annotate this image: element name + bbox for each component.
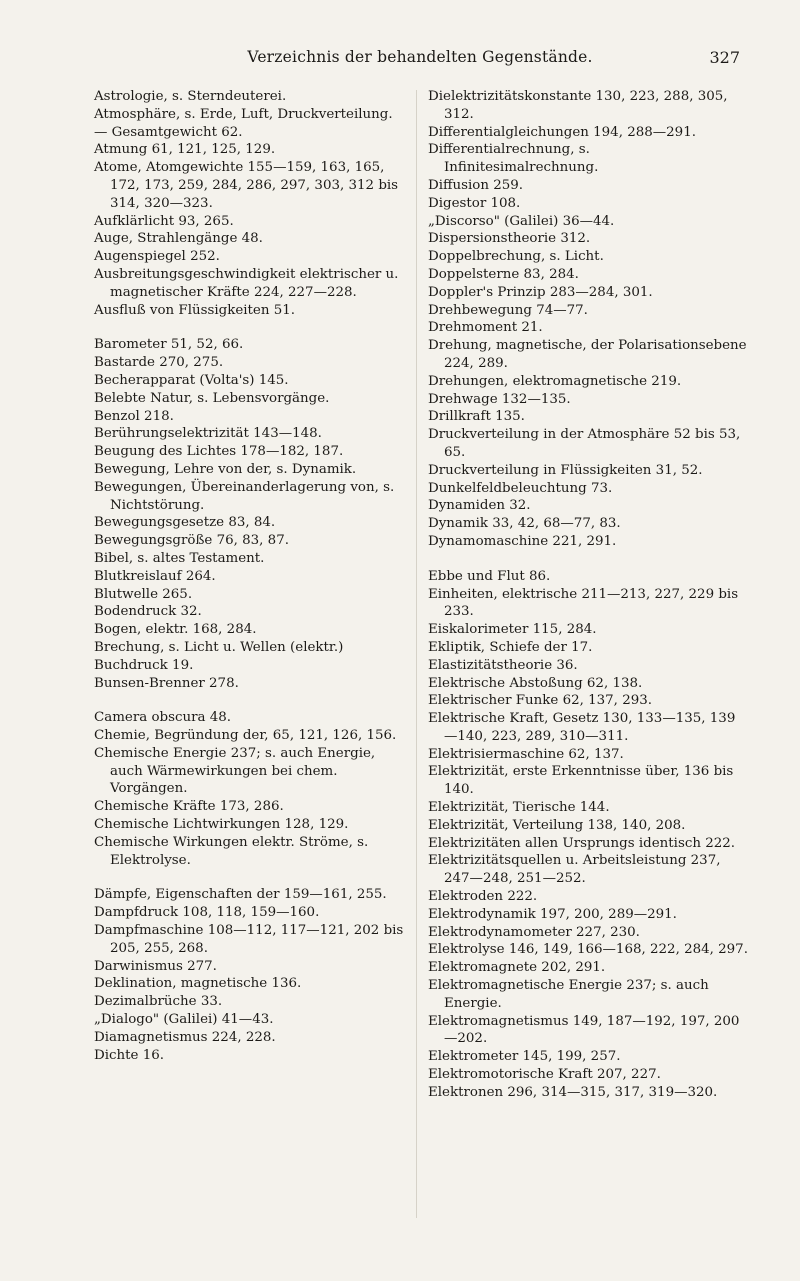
running-title: Verzeichnis der behandelten Gegenstände. xyxy=(247,48,593,66)
index-entry: Atome, Atomgewichte 155—159, 163, 165, 172, 173, 259, 284, 286, 297, 303, 312 bis 314, 320—323. xyxy=(94,160,399,211)
index-entry: Bunsen-Brenner 278. xyxy=(94,675,239,691)
section-gap xyxy=(94,869,410,886)
index-entry: Elektrische Abstoßung 62, 138. xyxy=(428,675,643,691)
index-entry: Elektrodynamik 197, 200, 289—291. xyxy=(428,906,677,922)
index-entry: Brechung, s. Licht u. Wellen (elektr.) xyxy=(94,639,344,655)
index-entry: Dichte 16. xyxy=(94,1047,165,1063)
index-entry: Druckverteilung in der Atmosphäre 52 bis 53, 65. xyxy=(428,427,741,460)
index-entry: Elektrisiermaschine 62, 137. xyxy=(428,746,624,762)
page-header xyxy=(100,44,740,74)
index-entry: Deklination, magnetische 136. xyxy=(94,976,302,992)
index-entry: Differentialrechnung, s. Infinitesimalrechnung. xyxy=(428,142,599,176)
index-entry: Bastarde 270, 275. xyxy=(94,355,224,371)
index-entry: Elektrodynamometer 227, 230. xyxy=(428,924,640,940)
index-entry: Elektromagnete 202, 291. xyxy=(428,960,606,976)
index-entry: Drehbewegung 74—77. xyxy=(428,302,588,318)
index-entry: Dampfmaschine 108—112, 117—121, 202 bis 205, 255, 268. xyxy=(94,923,404,956)
index-entry: Elektromotorische Kraft 207, 227. xyxy=(428,1067,661,1083)
index-entry: Elektroden 222. xyxy=(428,889,538,905)
index-entry: Darwinismus 277. xyxy=(94,958,217,974)
index-entry: Bewegungsgesetze 83, 84. xyxy=(94,515,276,531)
index-entry: Astrologie, s. Sterndeuterei. xyxy=(94,89,287,104)
index-entry: Bewegungen, Übereinanderlagerung von, s. Nichtstörung. xyxy=(94,479,395,513)
index-column-right xyxy=(428,88,748,1102)
index-column-left xyxy=(94,88,410,1064)
index-entry: Berührungselektrizität 143—148. xyxy=(94,426,322,442)
section-gap xyxy=(94,319,410,336)
index-entry: Elektrizitäten allen Ursprungs identisch 222. xyxy=(428,835,736,851)
index-entry: Elektrizitätsquellen u. Arbeitsleistung 237, 247—248, 251—252. xyxy=(428,853,721,887)
index-entry: Chemische Wirkungen elektr. Ströme, s. Elektrolyse. xyxy=(94,834,369,868)
index-entry: Drehung, magnetische, der Polarisationsebene 224, 289. xyxy=(428,338,747,371)
index-entry: Elastizitätstheorie 36. xyxy=(428,657,578,673)
index-entry: — Gesamtgewicht 62. xyxy=(94,124,243,140)
index-entry: Dämpfe, Eigenschaften der 159—161, 255. xyxy=(94,887,387,903)
index-entry: Barometer 51, 52, 66. xyxy=(94,337,244,353)
index-entry: Ausfluß von Flüssigkeiten 51. xyxy=(94,302,296,318)
index-entry: Bodendruck 32. xyxy=(94,604,202,620)
index-entry: Dunkelfeldbeleuchtung 73. xyxy=(428,480,613,496)
index-entry: Elektrometer 145, 199, 257. xyxy=(428,1049,621,1065)
index-entry: Atmosphäre, s. Erde, Luft, Druckverteilung. xyxy=(94,106,393,122)
index-entry: Becherapparat (Volta's) 145. xyxy=(94,372,289,388)
index-entry: Differentialgleichungen 194, 288—291. xyxy=(428,124,696,140)
index-entry: Diffusion 259. xyxy=(428,177,524,193)
index-entry: Elektromagnetismus 149, 187—192, 197, 200—202. xyxy=(428,1013,740,1047)
index-entry: Elektrizität, Verteilung 138, 140, 208. xyxy=(428,817,686,833)
index-entry: Doppelsterne 83, 284. xyxy=(428,266,579,282)
index-entry: Buchdruck 19. xyxy=(94,657,194,673)
index-entry: Dynamomaschine 221, 291. xyxy=(428,533,617,549)
index-entry: Doppelbrechung, s. Licht. xyxy=(428,249,604,265)
index-entry: Augenspiegel 252. xyxy=(94,249,220,265)
index-entry: Elektrolyse 146, 149, 166—168, 222, 284, 297. xyxy=(428,942,748,958)
index-entry: „Discorso" (Galilei) 36—44. xyxy=(428,213,615,229)
index-entry: Drehwage 132—135. xyxy=(428,391,571,407)
index-entry: Blutwelle 265. xyxy=(94,586,193,602)
index-entry: Camera obscura 48. xyxy=(94,710,232,726)
index-entry: Bewegungsgröße 76, 83, 87. xyxy=(94,533,289,549)
index-entry: Chemische Energie 237; s. auch Energie, auch Wärmewirkungen bei chem. Vorgängen. xyxy=(94,745,376,797)
index-entry: Drillkraft 135. xyxy=(428,409,525,425)
index-entry: Beugung des Lichtes 178—182, 187. xyxy=(94,444,344,460)
index-entry: Dynamik 33, 42, 68—77, 83. xyxy=(428,516,621,532)
index-entry: Diamagnetismus 224, 228. xyxy=(94,1029,276,1045)
index-entry: Benzol 218. xyxy=(94,408,174,424)
index-entry: Elektrizität, Tierische 144. xyxy=(428,800,610,816)
index-entry: Eiskalorimeter 115, 284. xyxy=(428,622,597,638)
index-entry: Drehungen, elektromagnetische 219. xyxy=(428,373,682,389)
index-entry: Ekliptik, Schiefe der 17. xyxy=(428,639,593,655)
index-entry: Chemie, Begründung der, 65, 121, 126, 156. xyxy=(94,728,397,744)
column-divider xyxy=(416,90,417,1218)
index-entry: Dispersionstheorie 312. xyxy=(428,231,591,247)
index-entry: Belebte Natur, s. Lebensvorgänge. xyxy=(94,390,330,406)
index-entry: Bogen, elektr. 168, 284. xyxy=(94,622,257,638)
index-entry: Ebbe und Flut 86. xyxy=(428,568,551,584)
index-entry: Blutkreislauf 264. xyxy=(94,568,216,584)
index-entry: Auge, Strahlengänge 48. xyxy=(94,231,263,247)
index-entry: Bewegung, Lehre von der, s. Dynamik. xyxy=(94,461,357,477)
index-entry: Dielektrizitätskonstante 130, 223, 288, 305, 312. xyxy=(428,89,728,122)
index-entry: Dampfdruck 108, 118, 159—160. xyxy=(94,905,320,921)
index-entry: Elektrischer Funke 62, 137, 293. xyxy=(428,693,653,709)
index-entry: Chemische Lichtwirkungen 128, 129. xyxy=(94,817,349,833)
index-entry: Chemische Kräfte 173, 286. xyxy=(94,799,284,815)
index-entry: Ausbreitungsgeschwindigkeit elektrischer u. magnetischer Kräfte 224, 227—228. xyxy=(94,266,399,300)
index-entry: Drehmoment 21. xyxy=(428,320,543,336)
section-gap xyxy=(94,692,410,709)
index-entry: Elektrizität, erste Erkenntnisse über, 136 bis 140. xyxy=(428,764,734,798)
index-entry: Aufklärlicht 93, 265. xyxy=(94,213,234,229)
index-entry: Digestor 108. xyxy=(428,195,521,211)
index-entry: „Dialogo" (Galilei) 41—43. xyxy=(94,1012,274,1028)
section-gap xyxy=(428,551,748,568)
index-entry: Elektromagnetische Energie 237; s. auch Energie. xyxy=(428,978,709,1011)
index-entry: Dezimalbrüche 33. xyxy=(94,994,223,1010)
page-number: 327 xyxy=(709,48,740,67)
index-entry: Atmung 61, 121, 125, 129. xyxy=(94,142,276,158)
index-entry: Elektronen 296, 314—315, 317, 319—320. xyxy=(428,1084,718,1100)
index-entry: Einheiten, elektrische 211—213, 227, 229 bis 233. xyxy=(428,586,739,620)
index-entry: Doppler's Prinzip 283—284, 301. xyxy=(428,284,653,300)
index-entry: Druckverteilung in Flüssigkeiten 31, 52. xyxy=(428,462,703,478)
index-entry: Elektrische Kraft, Gesetz 130, 133—135, 139—140, 223, 289, 310—311. xyxy=(428,711,736,744)
index-entry: Dynamiden 32. xyxy=(428,498,531,514)
index-entry: Bibel, s. altes Testament. xyxy=(94,550,265,566)
